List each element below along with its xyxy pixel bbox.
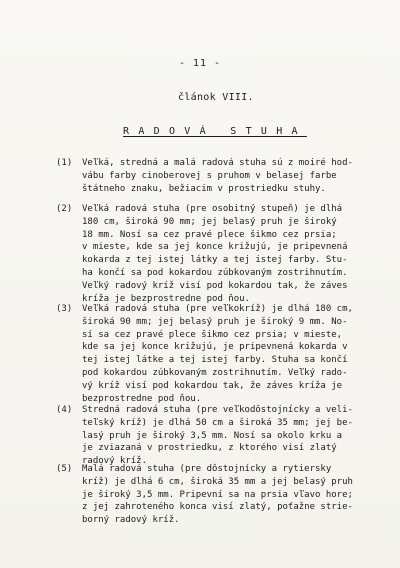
paragraph-text: Veľká radová stuha (pre veľkokríž) je dlhá 180 cm, široká 90 mm; jej belasý pruh je široký 9 mm. No- sí sa cez pravé plece šikmo cez prsia; v mieste, kde sa jej konce križujú, je pripevnená kokarda v tej istej látke a tej istej farby. Stuha sa končí pod kokardou zúbkovaným zostrihnutím. Veľký rado- vý kríž visí pod kokardou tak, že záves kríža je bezprostredne pod ňou. (82, 304, 353, 404)
paragraph-text: Malá radová stuha (pre dôstojnícky a rytiersky kríž) je dlhá 6 cm, široká 35 mm a jej belasý pruh je široký 3,5 mm. Pripevní sa na prsia vľavo hore; z jej zahroteného konca visí zlatý, poťažne strie- borný radový kríž. (82, 464, 353, 526)
paragraph-number: (2) (56, 204, 73, 214)
paragraph-number: (5) (56, 464, 73, 474)
paragraph-number: (1) (56, 158, 73, 168)
paragraph-number: (3) (56, 304, 73, 314)
section-heading: RADOVÁ STUHA (123, 126, 307, 137)
paragraph-text: Stredná radová stuha (pre veľkodôstojnícky a veli- teľský kríž) je dlhá 50 cm a široká 35 mm; jej be- lasý pruh je široký 3,5 mm. Nosí sa okolo krku a je zviazaná v prostriedku, z ktorého visí zlatý radový kríž. (82, 405, 353, 467)
paragraph-text: Veľká, stredná a malá radová stuha sú z moiré hod- vábu farby cinoberovej s pruhom v belasej farbe štátneho znaku, bežiacim v prostriedku stuhy. (82, 158, 353, 194)
paragraph-number: (4) (56, 405, 73, 415)
page-number: - 11 - (178, 58, 222, 69)
article-label: článok VIII. (178, 92, 254, 103)
paragraph-text: Veľká radová stuha (pre osobitný stupeň) je dlhá 180 cm, široká 90 mm; jej belasý pruh je široký 18 mm. Nosí sa cez pravé plece šikmo cez prsia; v mieste, kde sa jej konce križujú, je pripevnená kokarda z tej istej látky a tej istej farby. Stu- ha končí sa pod kokardou zúbkovaným zostrihnutím. Veľký radový kríž visí pod kokardou tak, že záves kríža je bezprostredne pod ňou. (82, 204, 348, 304)
